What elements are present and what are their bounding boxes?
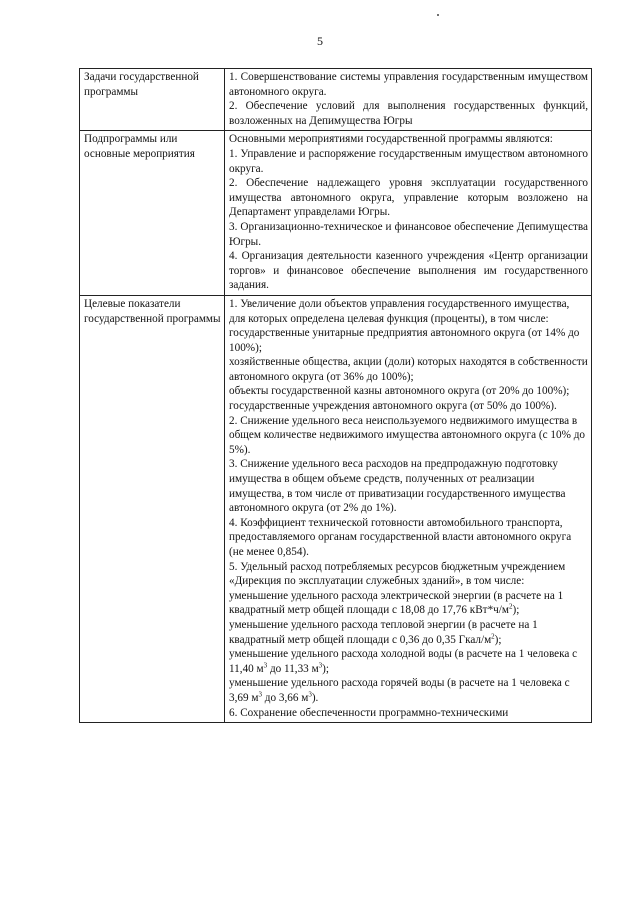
paragraph: объекты государственной казны автономного округа (от 20% до 100%);: [229, 385, 570, 398]
paragraph: государственные учреждения автономного округа (от 50% до 100%).: [229, 400, 557, 413]
program-passport-table: [79, 68, 592, 723]
paragraph-heat: уменьшение удельного расхода тепловой энергии (в расчете на 1 квадратный метр общей площади с 0,36 до 0,35 Гкал/$м^2$);: [229, 618, 538, 646]
paragraph: 1. Увеличение доли объектов управления государственного имущества, для которых определена целевая функция (проценты), в том числе:: [229, 297, 570, 325]
table-row-indicators: [80, 295, 592, 722]
paragraph-electricity: уменьшение удельного расхода электрической энергии (в расчете на 1 квадратный метр общей площади с 18,08 до 17,76 $кВт*ч/м^2$);: [229, 589, 564, 617]
paragraph: государственные унитарные предприятия автономного округа (от 14% до 100%);: [229, 327, 580, 354]
paragraph: 2. Обеспечение надлежащего уровня эксплуатации государственного имущества автономного округа, управление которым возложено на Департамент управделами Югры.: [229, 177, 588, 219]
row-content: [225, 295, 592, 722]
paragraph: хозяйственные общества, акции (доли) которых находятся в собственности автономного округа (от 36% до 100%);: [229, 356, 588, 383]
row-label: Подпрограммы или основные мероприятия: [80, 131, 225, 296]
paragraph: 3. Организационно-техническое и финансовое обеспечение Депимущества Югры.: [229, 220, 588, 248]
paragraph: 1. Совершенствование системы управления государственным имуществом автономного округа.: [229, 71, 588, 98]
paragraph: 4. Организация деятельности казенного учреждения «Центр организации торгов» и финансовое обеспечение выполнения им государственного задания.: [229, 250, 588, 292]
paragraph: 3. Снижение удельного веса расходов на предпродажную подготовку имущества в общем объеме средств, полученных от реализации имущества, в том числе от приватизации государственного имущества автономного округа (от 2% до 1%).: [229, 458, 566, 515]
paragraph: 4. Коэффициент технической готовности автомобильного транспорта, предоставляемого органам государственной власти автономного округа (не менее 0,854).: [229, 516, 572, 558]
table-row-tasks: [80, 69, 592, 131]
paragraph: 1. Управление и распоряжение государственным имуществом автономного округа.: [229, 147, 588, 175]
page-number: 5: [317, 34, 323, 48]
paragraph: Основными мероприятиями государственной программы являются:: [229, 133, 553, 146]
scan-speck: [437, 14, 439, 16]
paragraph-hot-water: уменьшение удельного расхода горячей воды (в расчете на 1 человека с 3,69 $м^3$ до 3,66 $м^3$).: [229, 677, 570, 704]
paragraph-cold-water: уменьшение удельного расхода холодной воды (в расчете на 1 человека с 11,40 $м^3$ до 11,33 $м^3$);: [229, 648, 578, 675]
row-content: [225, 69, 592, 131]
row-label: Целевые показатели государственной программы: [80, 295, 225, 722]
paragraph: 2. Обеспечение условий для выполнения государственных функций, возложенных на Депимущества Югры: [229, 100, 588, 127]
table-row-subprograms: [80, 131, 592, 296]
paragraph: 5. Удельный расход потребляемых ресурсов бюджетным учреждением «Дирекция по эксплуатации служебных зданий», в том числе:: [229, 560, 566, 588]
row-content: [225, 131, 592, 296]
paragraph: 6. Сохранение обеспеченности программно-техническими: [229, 706, 509, 719]
paragraph: 2. Снижение удельного веса неиспользуемого недвижимого имущества в общем количестве недвижимого имущества автономного округа (с 10% до 5%).: [229, 414, 585, 456]
row-label: Задачи государственной программы: [80, 69, 225, 131]
